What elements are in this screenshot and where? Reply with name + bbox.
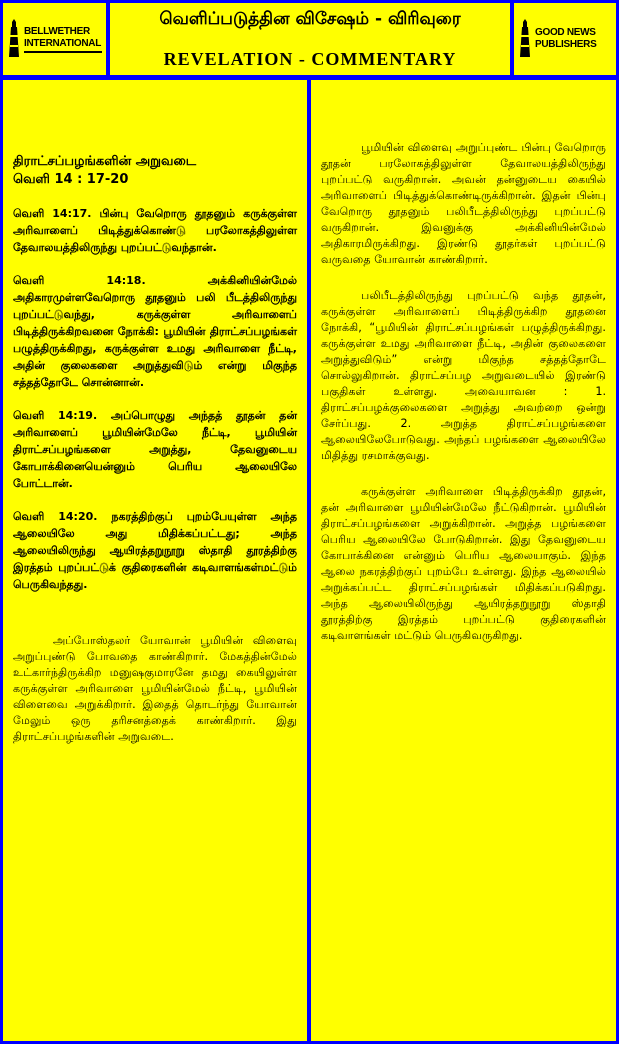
good-news-logo bbox=[514, 3, 616, 75]
commentary-paragraph: கருக்குள்ள அரிவாளை பிடித்திருக்கிற தூதன், தன் அரிவாளை பூமியின்மேலே நீட்டுகிறான். பூமியின் திராட்சப்பழங்களை அறுக்கிறான். அறுத்த பழங்களை பெரிய ஆலையிலே போடுகிறான். இது தேவனுடைய கோபாக்கினை என்னும் பெரிய ஆலையாகும். இந்த ஆலை நகரத்திற்குப் புறம்பே உள்ளது. இந்த ஆலையில் அறுக்கப்பட்ட திராட்சப்பழங்கள் மிதிக்கப்படுகிறது. அந்த ஆலையிலிருந்து ஆயிரத்தறுநூறு ஸ்தாதி தூரத்திற்கு இரத்தம் புறப்பட்டு குதிரைகளின் கடிவாளங்கள் மட்டும் பெருகிவருகிறது. bbox=[321, 485, 606, 642]
verse-14-17: வெளி 14:17. பின்பு வேறொரு தூதனும் கருக்குள்ள அரிவாளைப் பிடித்துக்கொண்டு பரலோகத்திலுள்ள தேவாலயத்திலிருந்து புறப்பட்டுவந்தான். bbox=[13, 207, 297, 254]
lighthouse-icon bbox=[7, 19, 21, 59]
verse-14-18: வெளி 14:18. அக்கினியின்மேல் அதிகாரமுள்ளவேறொரு தூதனும் பலி பீடத்திலிருந்து புறப்பட்டுவந்து, கருக்குள்ள அரிவாளைப் பிடித்திருக்கிறவனை நோக்கி: பூமியின் திராட்சப்பழங்கள் பழுத்திருக்கிறது, கருக்குள்ள உமது அரிவாளை நீட்டி, அதின் குலைகளை அறுத்துவிடும் என்று மிகுந்த சத்தத்தோடே சொன்னான். bbox=[13, 274, 297, 389]
header-title-tamil: வெளிப்படுத்தின விசேஷம் - விரிவுரை bbox=[159, 9, 461, 29]
header-title-english: REVELATION - COMMENTARY bbox=[163, 49, 457, 69]
left-column bbox=[3, 80, 307, 1041]
right-column bbox=[311, 80, 616, 1041]
commentary-paragraph: பூமியின் விளைவு அறுப்புண்ட பின்பு வேறொரு தூதன் பரலோகத்திலுள்ள தேவாலயத்திலிருந்து புறப்பட்டு வருகிறான். அவன் தன்னுடைய கையில் அரிவாளைப் பிடித்துக்கொண்டிருக்கிறான். இதன் பின்பு வேறொரு தூதனும் பலிபீடத்திலிருந்து புறப்பட்டு வருகிறான். இவனுக்கு அக்கினியின்மேல் அதிகாரமிருக்கிறது. இரண்டு தூதர்கள் புறப்பட்டு வருவதை யோவான் காண்கிறார். bbox=[321, 141, 606, 266]
bellwether-logo-text: BELLWETHER INTERNATIONAL bbox=[24, 26, 102, 53]
section-title bbox=[13, 153, 297, 189]
commentary-paragraph: பலிபீடத்திலிருந்து புறப்பட்டு வந்த தூதன், கருக்குள்ள அரிவாளைப் பிடித்திருக்கிற தூதனை நோக்கி, “பூமியின் திராட்சப்பழங்கள் பழுத்திருக்கிறது. கருக்குள்ள உமது அரிவாளை நீட்டி, அதின் குலைகளை அறுத்துவிடும்” என்று மிகுந்த சத்தத்தோடே சொல்லுகிறான். திராட்சப்பழ அறுவடையில் இரண்டு பகுதிகள் உள்ளது. அவையாவன : 1. திராட்சப்பழக்குலைகளை அறுத்து அவற்றை ஒன்று சேர்ப்பது. 2. அறுத்த திராட்சப்பழங்களை ஆலையிலேபோடுவது. அந்தப் பழங்களை ஆலையிலே மிதித்து ரசமாக்குவது. bbox=[321, 289, 606, 462]
section-title-text: திராட்சப்பழங்களின் அறுவடை bbox=[13, 154, 197, 169]
lighthouse-icon bbox=[518, 19, 532, 59]
page-header bbox=[110, 3, 510, 75]
section-reference: வெளி 14 : 17-20 bbox=[13, 172, 129, 187]
good-news-logo-text: GOOD NEWS PUBLISHERS bbox=[535, 27, 597, 50]
commentary-intro: அப்போஸ்தலர் யோவான் பூமியின் விளைவு அறுப்புண்டு போவதை காண்கிறார். மேகத்தின்மேல் உட்கார்ந்திருக்கிற மனுஷகுமாரனே தமது கையிலுள்ள கருக்குள்ள அரிவாளை பூமியின்மேல் நீட்டி, பூமியின் விளைவை அறுக்கிறார். இதைத் தொடர்ந்து யோவான் மேலும் ஒரு தரிசனத்தைக் காண்கிறார். இது திராட்சப்பழங்களின் அறுவடை. bbox=[13, 634, 297, 743]
bellwether-logo bbox=[3, 3, 106, 75]
verse-14-20: வெளி 14:20. நகரத்திற்குப் புறம்பேயுள்ள அந்த ஆலையிலே அது மிதிக்கப்பட்டது; அந்த ஆலையிலிருந்து ஆயிரத்தறுநூறு ஸ்தாதி தூரத்திற்கு இரத்தம் புறப்பட்டுக் குதிரைகளின் கடிவாளங்கள்மட்டும் பெருகிவந்தது. bbox=[13, 510, 297, 591]
verse-14-19: வெளி 14:19. அப்பொழுது அந்தத் தூதன் தன் அரிவாளைப் பூமியின்மேலே நீட்டி, பூமியின் திராட்சப்பழங்களை அறுத்து, தேவனுடைய கோபாக்கினையென்னும் பெரிய ஆலையிலே போட்டான். bbox=[13, 409, 297, 490]
